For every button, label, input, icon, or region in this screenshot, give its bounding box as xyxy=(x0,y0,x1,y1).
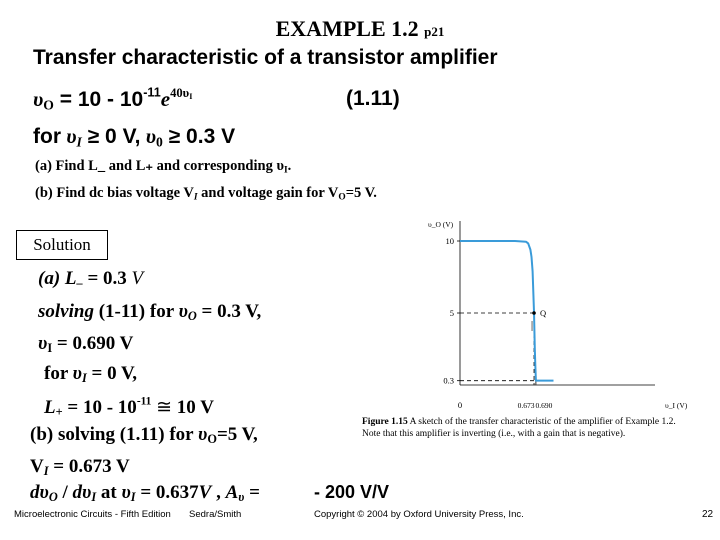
task-a: (a) Find L_ and L₊ and corresponding $\upsilon_I$. xyxy=(35,158,292,176)
footer-copyright: Copyright © 2004 by Oxford University Press, Inc. xyxy=(314,509,524,520)
task-b: (b) Find dc bias voltage $V_I$ and voltage gain for $V_O=5$ V. xyxy=(35,185,377,203)
footer-book-title: Microelectronic Circuits - Fifth Edition xyxy=(14,509,171,520)
footer-authors: Sedra/Smith xyxy=(189,509,242,520)
solution-line-2: solving (1-11) for $\upsilon_O = 0.3$ V, xyxy=(38,301,262,324)
q-point-label: Q xyxy=(540,308,547,318)
page-title xyxy=(0,16,720,42)
y-tick-label: 10 xyxy=(445,236,454,246)
x-tick-label: 0 xyxy=(457,400,463,410)
solution-line-1: (a) $L_- = 0.3$ V xyxy=(38,268,144,291)
y-tick-label: 0.3 xyxy=(443,375,454,386)
transfer-characteristic-chart xyxy=(415,215,695,415)
solution-line-3: $\upsilon_I = 0.690$ V xyxy=(38,333,134,356)
y-tick-label: 5 xyxy=(449,308,454,318)
q-point xyxy=(532,311,536,315)
solution-line-6: (b) solving (1.11) for $\upsilon_O=5$ V, xyxy=(30,424,258,447)
x-tick-label: 0.673 xyxy=(517,401,535,410)
subtitle: Transfer characteristic of a transistor amplifier xyxy=(33,46,498,69)
x-tick-label: 0.690 xyxy=(535,401,553,410)
y-axis-label: υ_O (V) xyxy=(428,220,454,229)
gain-result: - 200 V/V xyxy=(314,482,390,502)
solution-line-7: $V_I = 0.673$ V xyxy=(30,456,130,479)
equation-1-11: $\upsilon_O = 10 - 10^{-11}e^{40\upsilon_I}$ xyxy=(33,85,193,113)
page-reference: p21 xyxy=(424,24,445,39)
figure-caption: Figure 1.15 A sketch of the transfer characteristic of the amplifier of Example 1.2. Note that this amplifier is inverting (i.e., with a gain that is negative). xyxy=(362,417,676,439)
title-text: EXAMPLE 1.2 xyxy=(275,16,419,41)
solution-line-5: $L_+ = 10 - 10^{-11}$ ≅ 10 V xyxy=(44,395,214,420)
equation-condition: for $\upsilon_I \ge 0$ V, $\upsilon_0 \ge 0.3$ V xyxy=(33,124,236,150)
solution-line-8: $d\upsilon_O / d\upsilon_I$ at $\upsilon_I = 0.637V$ , $A_\upsilon$ = xyxy=(30,482,260,505)
solution-line-4: for $\upsilon_I = 0$ V, xyxy=(44,363,138,386)
x-axis-label: υ_I (V) xyxy=(665,401,688,410)
footer-page-number: 22 xyxy=(702,509,714,520)
solution-label-box: Solution xyxy=(16,230,108,260)
equation-number: (1.11) xyxy=(346,87,400,110)
